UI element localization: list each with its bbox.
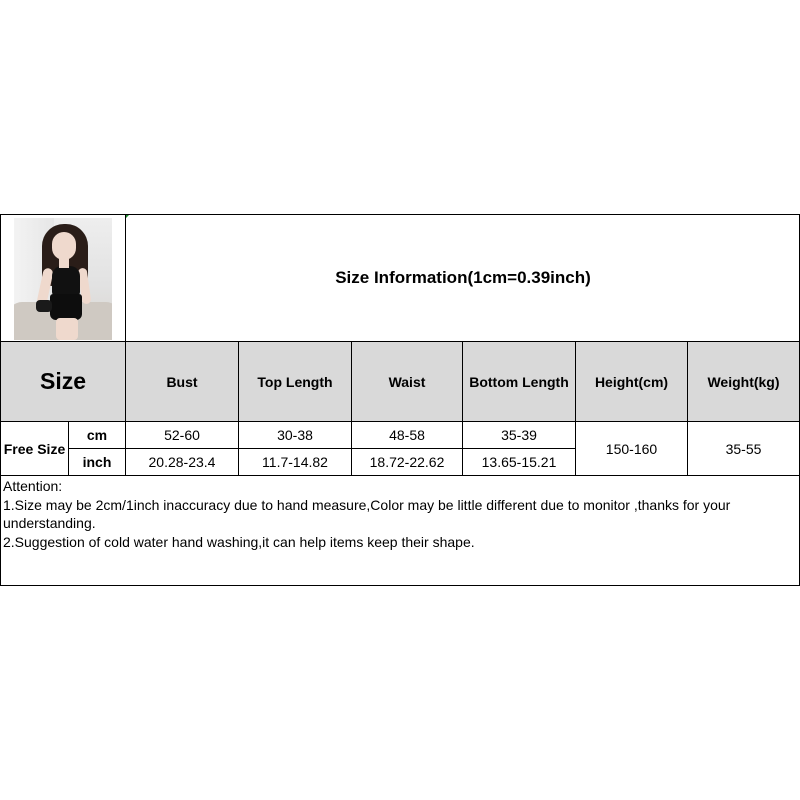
attention-note-2: 2.Suggestion of cold water hand washing,it can help items keep their shape. — [3, 533, 475, 550]
inch-waist-value: 18.72-22.62 — [369, 454, 445, 470]
column-header-bottom-length: Bottom Length — [469, 373, 569, 390]
attention-note-1: 1.Size may be 2cm/1inch inaccuracy due to hand measure,Color may be little different due to monitor ,thanks for your understanding. — [3, 496, 731, 531]
attention-heading: Attention: — [3, 478, 63, 494]
column-header-bust: Bust — [166, 373, 198, 390]
weight-value: 35-55 — [725, 440, 762, 457]
grid-line — [0, 214, 800, 215]
size-header: Size — [39, 368, 87, 394]
grid-line — [68, 421, 69, 476]
inch-bottom-length-value: 13.65-15.21 — [481, 454, 557, 470]
grid-line — [238, 341, 239, 476]
size-info-title: Size Information(1cm=0.39inch) — [335, 268, 591, 287]
grid-line — [351, 341, 352, 476]
grid-line — [0, 585, 800, 586]
height-value: 150-160 — [605, 440, 658, 457]
grid-line — [462, 341, 463, 476]
cm-bust-value: 52-60 — [164, 427, 200, 443]
unit-label-cm: cm — [86, 427, 108, 443]
inch-top-length-value: 11.7-14.82 — [262, 454, 328, 470]
grid-line — [68, 448, 576, 449]
size-name-free-size: Free Size — [3, 440, 66, 457]
attention-notes — [3, 477, 793, 551]
cm-top-length-value: 30-38 — [277, 427, 313, 443]
column-header-weight: Weight(kg) — [707, 373, 780, 390]
cm-bottom-length-value: 35-39 — [501, 427, 537, 443]
product-photo — [14, 218, 112, 340]
grid-line — [0, 475, 800, 476]
grid-line — [0, 341, 800, 342]
grid-line — [0, 421, 800, 422]
column-header-height: Height(cm) — [594, 373, 669, 390]
grid-line — [687, 341, 688, 476]
grid-line — [0, 214, 1, 586]
column-header-top-length: Top Length — [257, 373, 333, 390]
grid-line — [575, 341, 576, 476]
inch-bust-value: 20.28-23.4 — [148, 454, 216, 470]
column-header-waist: Waist — [388, 373, 426, 390]
grid-line — [125, 214, 126, 476]
cm-waist-value: 48-58 — [389, 427, 425, 443]
unit-label-inch: inch — [82, 454, 112, 470]
